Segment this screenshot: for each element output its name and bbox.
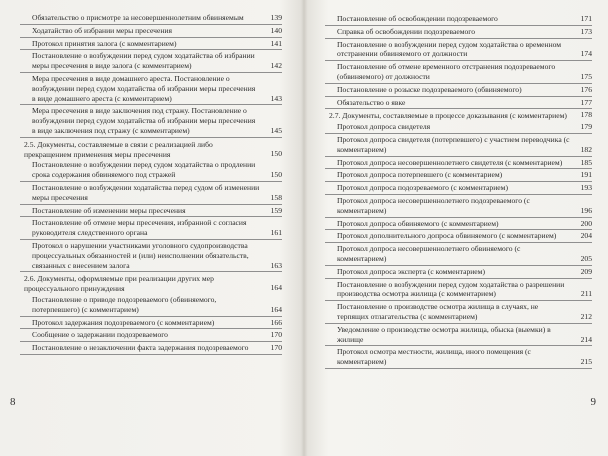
- toc-entry-page: 212: [580, 311, 592, 321]
- toc-entry-title: Обязательство о присмотре за несовершеннолетним обвиняемым: [32, 13, 244, 22]
- toc-entry-page: 215: [580, 357, 592, 367]
- toc-entry-title: Мера пресечения в виде заключения под стражу. Постановление о возбуждении перед судом ходатайства об избрании меры пресечения в виде заключения под стражу (с комментарием): [32, 106, 256, 135]
- toc-entry-page: 182: [580, 144, 592, 154]
- toc-entry-title: Протокол допроса несовершеннолетнего свидетеля (с комментарием): [337, 157, 563, 167]
- toc-entry-page: 140: [270, 25, 282, 35]
- toc-entry-page: 170: [270, 343, 282, 353]
- toc-entry: [325, 302, 592, 324]
- toc-entry: [325, 267, 592, 279]
- toc-entry-page: 164: [270, 283, 282, 293]
- toc-entry-title: Постановление о возбуждении перед судом ходатайства о продлении срока содержания обвиняемого под стражей: [32, 160, 256, 180]
- toc-entry: [20, 206, 282, 218]
- toc-entry-page: 179: [580, 122, 592, 132]
- toc-entry-page: 200: [580, 218, 592, 228]
- toc-entry-title: Постановление об отмене временного отстранения подозреваемого (обвиняемого) от должности: [337, 62, 556, 81]
- toc-entry-title: Обязательство о явке: [337, 97, 406, 107]
- toc-entry: [20, 218, 282, 240]
- toc-entry-page: 166: [270, 317, 282, 327]
- toc-entry-page: 211: [580, 289, 592, 299]
- toc-entry-title: 2.5. Документы, составляемые в связи с реализацией либо прекращением применения меры пресечения: [24, 139, 213, 159]
- toc-entry-title: Постановление о производстве осмотра жилища в случаях, не терпящих отлагательства (с комментарием): [337, 302, 539, 321]
- toc-entry-title: Сообщение о задержании подозреваемого: [32, 330, 168, 340]
- toc-entry-title: Постановление о приводе подозреваемого (обвиняемого, потерпевшего) (с комментарием): [32, 294, 217, 314]
- toc-entry: [20, 330, 282, 342]
- toc-entry-page: 205: [580, 253, 592, 263]
- page-number-left: 8: [10, 396, 16, 408]
- toc-entry: [20, 39, 282, 51]
- toc-entry: [20, 318, 282, 330]
- toc-entry-title: Протокол дополнительного допроса обвиняемого (с комментарием): [337, 231, 557, 241]
- toc-entry: [325, 158, 592, 170]
- toc-entry-page: 175: [580, 71, 592, 81]
- toc-entry-title: 2.6. Документы, оформляемые при реализации других мер процессуального принуждения: [24, 274, 214, 294]
- toc-entry: [325, 347, 592, 369]
- toc-list-right: [325, 14, 592, 370]
- toc-entry: [325, 196, 592, 218]
- toc-entry-title: Постановление о розыске подозреваемого (обвиняемого): [337, 84, 522, 94]
- toc-entry: [325, 85, 592, 97]
- toc-entry: [325, 40, 592, 62]
- toc-entry-title: Постановление о возбуждении ходатайства перед судом об изменении меры пресечения: [32, 182, 260, 202]
- toc-entry-page: 173: [580, 26, 592, 36]
- toc-entry-title: Протокол о нарушении участниками уголовного судопроизводства процессуальных обязанностей и (или) неисполнении обязательств, связанных с внесением залога: [32, 240, 249, 270]
- toc-entry-title: 2.7. Документы, составляемые в процессе доказывания (с комментарием): [329, 111, 567, 121]
- toc-entry-page: 161: [270, 228, 282, 238]
- toc-entry: [20, 183, 282, 205]
- toc-entry: [325, 98, 592, 110]
- toc-entry: [325, 325, 592, 347]
- toc-entry-title: Постановление о возбуждении перед судом ходатайства о разрешении производства осмотра жилища (с комментарием): [337, 279, 565, 299]
- toc-entry: [20, 74, 282, 105]
- toc-entry-page: 145: [270, 125, 282, 135]
- toc-entry: [325, 244, 592, 266]
- toc-entry: [20, 343, 282, 355]
- right-page: [304, 0, 608, 456]
- toc-entry-page: 163: [270, 260, 282, 270]
- toc-entry-title: Протокол задержания подозреваемого (с комментарием): [32, 317, 215, 327]
- toc-entry: [20, 13, 282, 25]
- toc-entry: [325, 170, 592, 182]
- toc-entry-title: Протокол допроса свидетеля (потерпевшего) с участием переводчика (с комментарием): [337, 134, 570, 154]
- toc-section-heading: [20, 140, 282, 160]
- toc-entry: [325, 183, 592, 195]
- toc-entry: [20, 26, 282, 38]
- toc-entry-page: 139: [270, 13, 282, 22]
- toc-entry-title: Протокол допроса потерпевшего (с комментарием): [337, 170, 503, 180]
- toc-entry: [20, 51, 282, 73]
- toc-entry-page: 214: [580, 334, 592, 344]
- toc-entry-page: 159: [270, 205, 282, 215]
- toc-entry-page: 178: [580, 110, 592, 120]
- toc-entry: [20, 295, 282, 317]
- toc-entry-title: Протокол допроса обвиняемого (с комментарием): [337, 218, 499, 228]
- toc-entry-title: Протокол допроса свидетеля: [337, 122, 431, 132]
- toc-entry-title: Протокол допроса несовершеннолетнего подозреваемого (с комментарием): [337, 195, 530, 215]
- toc-entry: [20, 106, 282, 137]
- toc-entry-page: 143: [270, 93, 282, 103]
- toc-entry-title: Постановление об изменении меры пресечения: [32, 205, 186, 215]
- toc-section-heading: [20, 274, 282, 294]
- toc-entry-title: Постановление о незаключении факта задержания подозреваемого: [32, 343, 249, 353]
- toc-entry-page: 164: [270, 304, 282, 314]
- toc-entry-page: 141: [270, 38, 282, 48]
- toc-entry-page: 193: [580, 183, 592, 193]
- toc-entry-title: Уведомление о производстве осмотра жилища, обыска (выемки) в жилище: [337, 324, 551, 344]
- toc-entry: [325, 135, 592, 157]
- page-number-right: 9: [590, 396, 596, 408]
- toc-entry-title: Постановление об освобождении подозреваемого: [337, 14, 498, 23]
- toc-entry-page: 176: [580, 84, 592, 94]
- toc-entry-page: 174: [580, 49, 592, 59]
- toc-entry-page: 204: [580, 231, 592, 241]
- toc-entry-page: 150: [270, 170, 282, 180]
- toc-entry: [20, 241, 282, 272]
- toc-entry: [20, 160, 282, 182]
- toc-entry-title: Протокол принятия залога (с комментарием): [32, 38, 177, 48]
- toc-entry-page: 191: [580, 170, 592, 180]
- toc-entry-title: Постановление о возбуждении перед судом ходатайства об избрании меры пресечения в виде залога (с комментарием): [32, 51, 255, 71]
- toc-entry-title: Протокол допроса несовершеннолетнего обвиняемого (с комментарием): [337, 244, 521, 263]
- toc-entry: [325, 219, 592, 231]
- toc-entry-title: Постановление об отмене меры пресечения, избранной с согласия руководителя следственного органа: [32, 218, 247, 238]
- toc-entry-title: Протокол допроса эксперта (с комментарием): [337, 266, 486, 276]
- toc-entry-title: Мера пресечения в виде домашнего ареста. Постановление о возбуждении перед судом ходатайства об избрании меры пресечения в виде домашнего ареста (с комментарием): [32, 73, 256, 103]
- toc-entry-page: 209: [580, 266, 592, 276]
- toc-entry-page: 142: [270, 61, 282, 71]
- toc-entry: [325, 27, 592, 39]
- toc-entry-page: 185: [580, 157, 592, 167]
- toc-entry-title: Справка об освобождении подозреваемого: [337, 26, 476, 36]
- toc-entry-page: 171: [580, 14, 592, 23]
- toc-entry-page: 177: [580, 97, 592, 107]
- toc-entry-page: 158: [270, 192, 282, 202]
- toc-entry-title: Ходатайство об избрании меры пресечения: [32, 25, 172, 35]
- toc-entry: [325, 280, 592, 302]
- toc-list-left: [20, 13, 282, 356]
- toc-entry: [325, 62, 592, 84]
- toc-entry: [325, 122, 592, 134]
- toc-entry: [325, 231, 592, 243]
- toc-entry: [325, 14, 592, 26]
- toc-entry-page: 150: [270, 148, 282, 158]
- toc-entry-page: 170: [270, 330, 282, 340]
- toc-section-heading: [325, 111, 592, 121]
- toc-entry-page: 196: [580, 205, 592, 215]
- toc-entry-title: Протокол допроса подозреваемого (с комментарием): [337, 183, 508, 193]
- toc-entry-title: Протокол осмотра местности, жилища, иного помещения (с комментарием): [337, 347, 531, 367]
- toc-entry-title: Постановление о возбуждении перед судом ходатайства о временном отстранении обвиняемого от должности: [337, 39, 562, 59]
